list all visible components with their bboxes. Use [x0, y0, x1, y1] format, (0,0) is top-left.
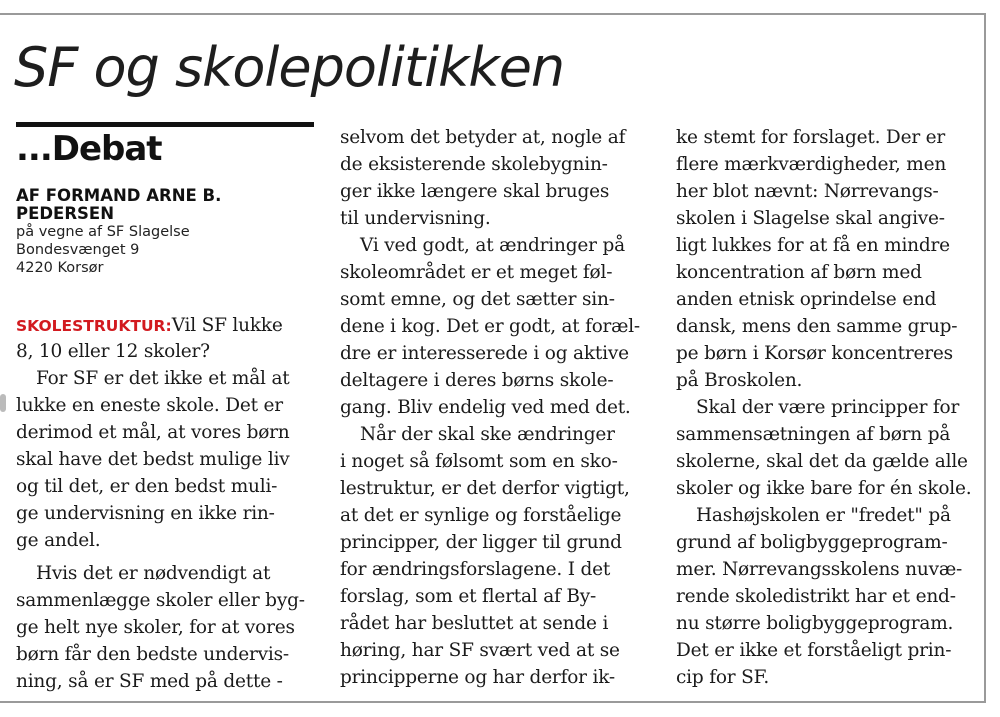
- body-line: nu større boligbyggeprogram.: [676, 613, 954, 634]
- body-line: [16, 314, 283, 338]
- body-line: skal have det bedst mulige liv: [16, 449, 290, 470]
- author-byline: [16, 187, 316, 223]
- body-line: børn får den bedste undervis-: [16, 644, 289, 665]
- body-line: principperne og har derfor ik-: [340, 667, 615, 688]
- body-line: koncentration af børn med: [676, 262, 922, 283]
- body-line: Når der skal ske ændringer: [360, 424, 615, 445]
- body-line: Vi ved godt, at ændringer på: [360, 235, 625, 256]
- body-line: gang. Bliv endelig ved med det.: [340, 397, 631, 418]
- body-line: grund af boligbyggeprogram-: [676, 532, 948, 553]
- body-line: til undervisning.: [340, 208, 491, 229]
- body-line: For SF er det ikke et mål at: [36, 368, 290, 389]
- body-line: sammenlægge skoler eller byg-: [16, 590, 305, 611]
- body-line: dene i kog. Det er godt, at foræl-: [340, 316, 640, 337]
- page-edge-mark: [0, 394, 6, 412]
- body-line: her blot nævnt: Nørrevangs-: [676, 181, 939, 202]
- body-line: skoler og ikke bare for én skole.: [676, 478, 972, 499]
- body-line: derimod et mål, at vores børn: [16, 422, 290, 443]
- body-line: Hashøjskolen er "fredet" på: [696, 505, 951, 526]
- body-line: de eksisterende skolebygnin-: [340, 154, 608, 175]
- body-line: skolen i Slagelse skal angive-: [676, 208, 945, 229]
- page-frame-top: [0, 13, 986, 15]
- body-line: principper, der ligger til grund: [340, 532, 622, 553]
- body-line: skoleområdet er et meget føl-: [340, 262, 613, 283]
- body-line: ke stemt for forslaget. Der er: [676, 127, 946, 148]
- section-label: ...Debat: [16, 129, 162, 169]
- body-line: cip for SF.: [676, 667, 770, 688]
- body-line: forslag, som et flertal af By-: [340, 586, 597, 607]
- body-line: Skal der være principper for: [696, 397, 960, 418]
- body-line: at det er synlige og forståelige: [340, 505, 622, 526]
- body-line: rådet har besluttet at sende i: [340, 613, 609, 634]
- body-line: deltagere i deres børns skole-: [340, 370, 614, 391]
- page-frame-bottom: [0, 701, 986, 703]
- body-line: pe børn i Korsør koncentreres: [676, 343, 953, 364]
- body-line: i noget så følsomt som en sko-: [340, 451, 618, 472]
- body-line: ge andel.: [16, 530, 101, 551]
- body-line: flere mærkværdigheder, men: [676, 154, 947, 175]
- body-line: mer. Nørrevangsskolens nuvæ-: [676, 559, 963, 580]
- body-line: ligt lukkes for at få en mindre: [676, 235, 950, 256]
- body-line: rende skoledistrikt har et end-: [676, 586, 956, 607]
- author-street: Bondesvænget 9: [16, 242, 140, 258]
- body-line: ge undervisning en ikke rin-: [16, 503, 275, 524]
- body-line: dre er interesserede i og aktive: [340, 343, 629, 364]
- author-role: på vegne af SF Slagelse: [16, 224, 190, 240]
- article-kicker: SKOLESTRUKTUR:: [16, 317, 172, 335]
- author-line-2: PEDERSEN: [16, 204, 115, 223]
- body-line: 8, 10 eller 12 skoler?: [16, 341, 210, 362]
- body-line: somt emne, og det sætter sin-: [340, 289, 615, 310]
- body-line: på Broskolen.: [676, 370, 803, 391]
- body-line: høring, har SF svært ved at se: [340, 640, 620, 661]
- body-line: skolerne, skal det da gælde alle: [676, 451, 968, 472]
- article-headline: SF og skolepolitikken: [14, 36, 565, 99]
- body-line: Det er ikke et forståeligt prin-: [676, 640, 952, 661]
- body-line: lestruktur, er det derfor vigtigt,: [340, 478, 630, 499]
- body-line: ge helt nye skoler, for at vores: [16, 617, 295, 638]
- body-line: og til det, er den bedst muli-: [16, 476, 278, 497]
- page-frame-right: [984, 13, 986, 703]
- body-line: selvom det betyder at, nogle af: [340, 127, 626, 148]
- body-line: Hvis det er nødvendigt at: [36, 563, 271, 584]
- body-line: ning, så er SF med på dette -: [16, 671, 283, 692]
- section-rule: [16, 122, 314, 127]
- body-line: lukke en eneste skole. Det er: [16, 395, 283, 416]
- body-line: anden etnisk oprindelse end: [676, 289, 937, 310]
- author-line-1: AF FORMAND ARNE B.: [16, 186, 222, 205]
- body-line: dansk, mens den samme grup-: [676, 316, 958, 337]
- author-city: 4220 Korsør: [16, 260, 104, 276]
- body-text: Vil SF lukke: [171, 315, 283, 336]
- body-line: for ændringsforslagene. I det: [340, 559, 611, 580]
- body-line: sammensætningen af børn på: [676, 424, 951, 445]
- body-line: ger ikke længere skal bruges: [340, 181, 610, 202]
